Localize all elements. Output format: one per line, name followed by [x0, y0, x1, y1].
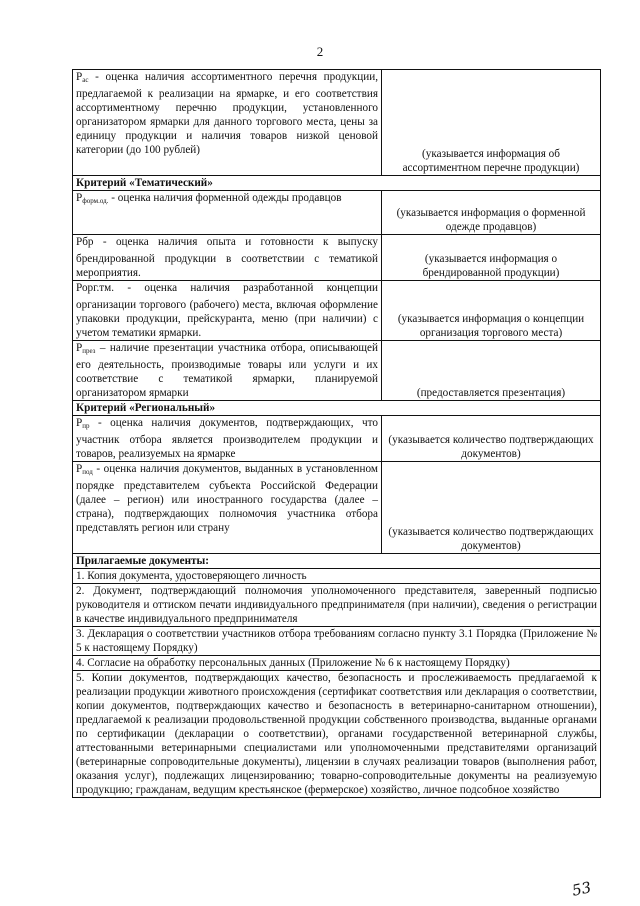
documents-title: Прилагаемые документы: — [73, 554, 601, 569]
criterion-description: $Р_{пр}$ - оценка наличия документов, подтверждающих, что участник отбора является производителем продукции и товаров, реализуемых на ярмарке — [73, 416, 382, 462]
documents-header-row — [73, 554, 601, 569]
criterion-description: $Р_{под}$ - оценка наличия документов, выданных в установленном порядке представителем субъекта Российской Федерации (далее – регион) или иностранного государства (далее – страна), подтверждающих полномочия участника отбора представлять регион или страну — [73, 462, 382, 554]
document-item: 2. Документ, подтверждающий полномочия уполномоченного представителя, заверенный подписью руководителя и оттиском печати индивидуального предпринимателя (при наличии), сведения о регистрации в качестве индивидуального предпринимателя — [73, 584, 601, 627]
criterion-symbol: Р — [76, 192, 83, 204]
criterion-description: $Р_{форм.од.}$ - оценка наличия форменной одежды продавцов — [73, 191, 382, 235]
page-number: 2 — [316, 44, 324, 59]
criterion-symbol: Рорг.тм. — [76, 282, 115, 294]
criterion-row — [73, 462, 601, 554]
criterion-info: (указывается информация об ассортиментном перечне продукции) — [382, 70, 601, 176]
document-item: 1. Копия документа, удостоверяющего личность — [73, 569, 601, 584]
criterion-info: (указывается информация о брендированной продукции) — [382, 235, 601, 281]
criterion-symbol: Р — [76, 463, 83, 475]
criterion-info: (указывается информация о форменной одежде продавцов) — [382, 191, 601, 235]
criterion-row — [73, 191, 601, 235]
criterion-symbol: Р — [76, 417, 83, 429]
document-row — [73, 656, 601, 671]
criterion-description: $Р_{през}$ – наличие презентации участника отбора, описывающей его деятельность, производимые товары или услуги и их соответствие с тематикой ярмарки, планируемой организатором ярмарки — [73, 341, 382, 401]
document-row — [73, 627, 601, 656]
criterion-row — [73, 281, 601, 341]
criterion-info: (предоставляется презентация) — [382, 341, 601, 401]
document-row — [73, 584, 601, 627]
criterion-symbol: Р — [76, 71, 83, 83]
criterion-symbol: Р — [76, 342, 83, 354]
criterion-row — [73, 70, 601, 176]
section-header: Критерий «Тематический» — [73, 176, 601, 191]
criterion-info: (указывается информация о концепции организация торгового места) — [382, 281, 601, 341]
criterion-description: Рорг.тм. - оценка наличия разработанной концепции организации торгового (рабочего) места, включая оформление упаковки продукции, прейскуранта, меню (при наличии) с учетом тематики ярмарки. — [73, 281, 382, 341]
criterion-row — [73, 416, 601, 462]
criterion-row — [73, 341, 601, 401]
criterion-info: (указывается количество подтверждающих документов) — [382, 416, 601, 462]
criteria-table — [72, 69, 601, 798]
criterion-description: Рбр - оценка наличия опыта и готовности к выпуску брендированной продукции в соответствии с тематикой мероприятия. — [73, 235, 382, 281]
criterion-symbol: Рбр — [76, 236, 94, 248]
document-item: 3. Декларация о соответствии участников отбора требованиям согласно пункту 3.1 Порядка (Приложение № 5 к настоящему Порядку) — [73, 627, 601, 656]
document-item: 5. Копии документов, подтверждающих качество, безопасность и прослеживаемость предлагаемой к реализации продукции животного происхождения (сертификат соответствия или декларация о соответствии, копии документов, подтверждающих качество и безопасность в ветеринарно-санитарном отношении), предлагаемой к реализации продовольственной продукции собственного производства, выданные органами по сертификации (декларации о соответствии), органами государственной ветеринарной службы, аттестованными ветеринарными специалистами или уполномоченными представителями организаций (ветеринарные сопроводительные документы), лицензии в случаях реализации товаров (выполнения работ, оказания услуг), подлежащих лицензированию; товарно-сопроводительные документы на реализуемую продукцию; гражданам, ведущим крестьянское (фермерское) хозяйство, личное подсобное хозяйство — [73, 671, 601, 798]
document-item: 4. Согласие на обработку персональных данных (Приложение № 6 к настоящему Порядку) — [73, 656, 601, 671]
document-row — [73, 569, 601, 584]
criterion-row — [73, 235, 601, 281]
handwritten-page-mark: 53 — [570, 878, 593, 900]
document-row — [73, 671, 601, 798]
section-header-row — [73, 401, 601, 416]
section-header: Критерий «Региональный» — [73, 401, 601, 416]
criterion-info: (указывается количество подтверждающих документов) — [382, 462, 601, 554]
section-header-row — [73, 176, 601, 191]
criterion-description: $Р_{ас}$ - оценка наличия ассортиментного перечня продукции, предлагаемой к реализации на ярмарке, и его соответствия ассортиментному перечню продукции, установленного организатором ярмарки для данного торгового места, цены за единицу продукции и наличия товаров низкой ценовой категории (до 100 рублей) — [73, 70, 382, 176]
